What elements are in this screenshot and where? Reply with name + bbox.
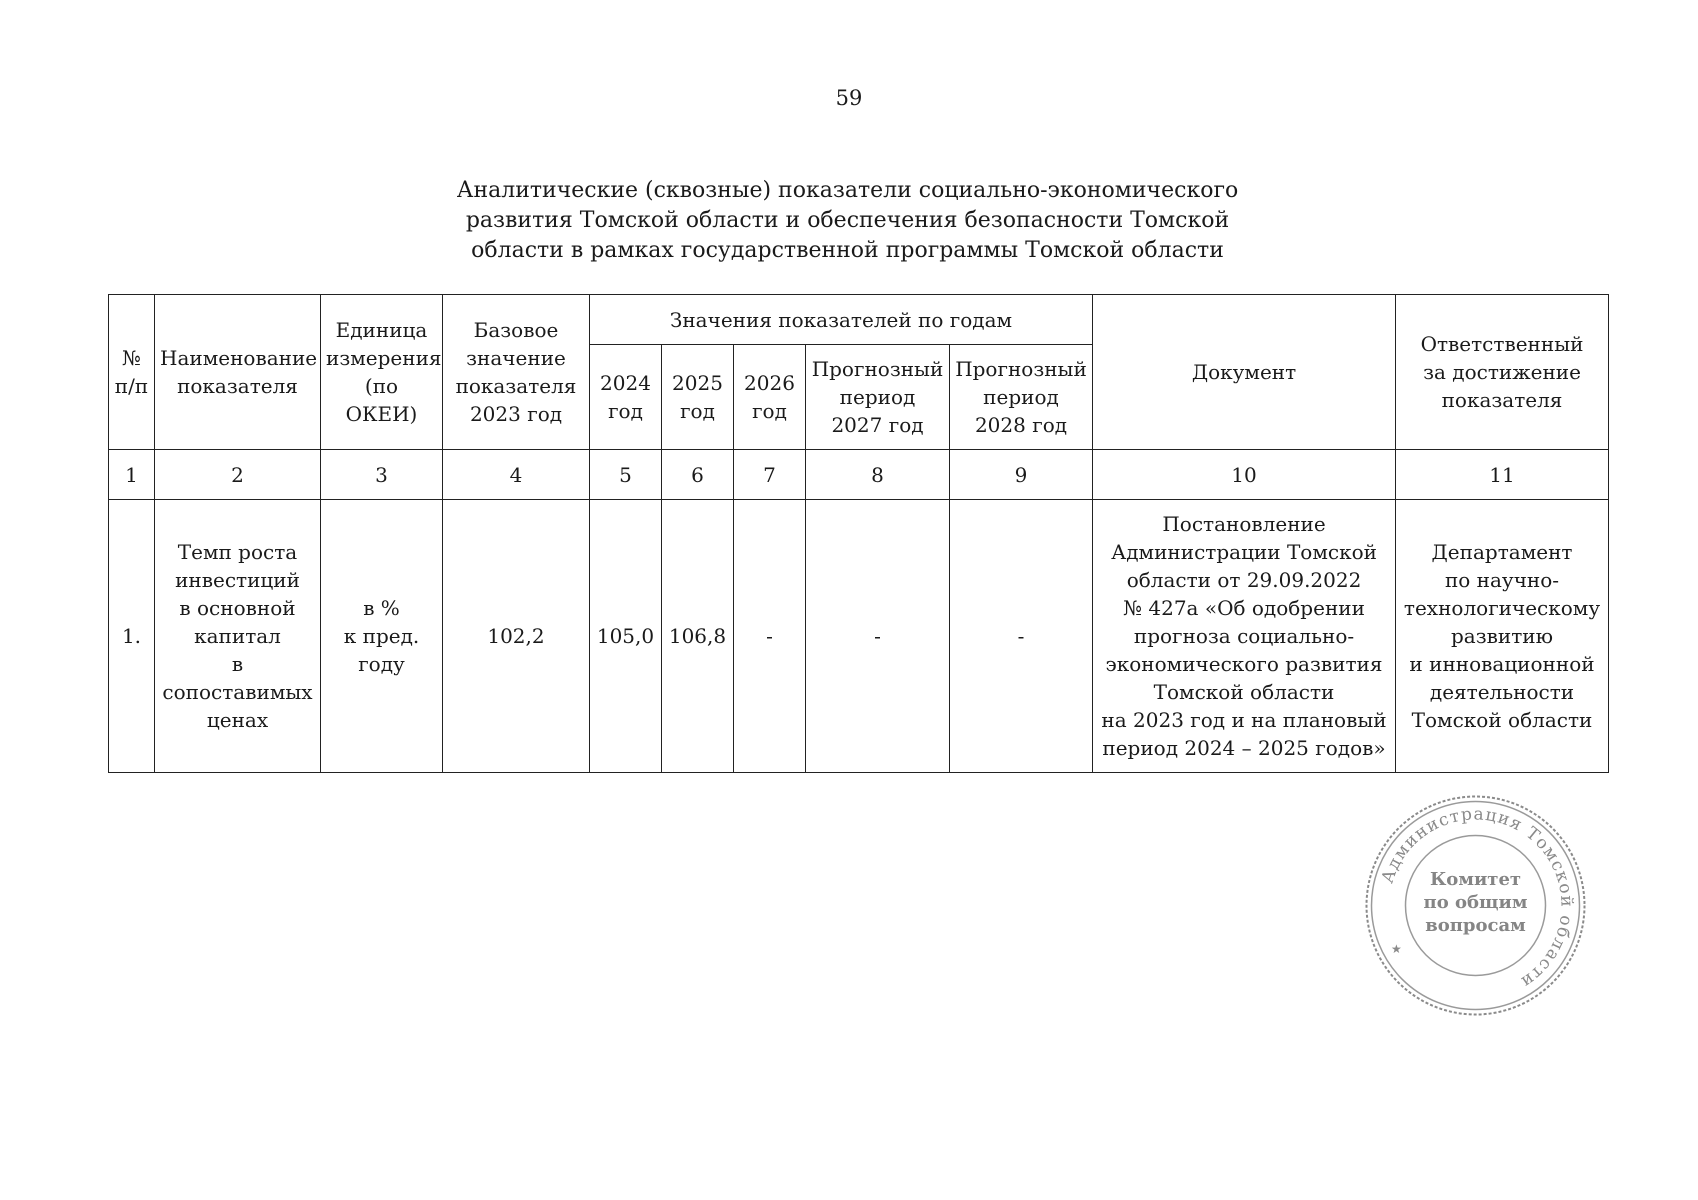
document-title (380, 176, 1315, 266)
title-line: области в рамках государственной программы Томской области (471, 238, 1224, 263)
row-value-2026: - (734, 500, 806, 773)
row-unit: в % к пред. году (321, 500, 443, 773)
header-name: Наименование показателя (155, 295, 321, 450)
header-document: Документ (1093, 295, 1396, 450)
column-number: 9 (950, 450, 1093, 500)
column-number: 10 (1093, 450, 1396, 500)
column-number: 8 (806, 450, 950, 500)
row-indicator-name: Темп роста инвестиций в основной капитал в сопоставимых ценах (155, 500, 321, 773)
row-responsible: Департамент по научно- технологическому развитию и инновационной деятельности Томской области (1396, 500, 1609, 773)
header-num: № п/п (109, 295, 155, 450)
table-row (109, 500, 1609, 773)
column-number: 11 (1396, 450, 1609, 500)
header-2025: 2025 год (662, 345, 734, 450)
stamp-center-text: Комитет (1429, 869, 1522, 890)
header-base-value: Базовое значение показателя 2023 год (443, 295, 590, 450)
official-stamp (1363, 793, 1588, 1018)
row-document: Постановление Администрации Томской области от 29.09.2022 № 427а «Об одобрении прогноза социально- экономического развития Томской области на 2023 год и на плановый период 2024 – 2025 годов» (1093, 500, 1396, 773)
stamp-ring-text: Администрация Томской области (1377, 804, 1577, 993)
column-number: 6 (662, 450, 734, 500)
title-line: развития Томской области и обеспечения безопасности Томской (465, 208, 1230, 233)
stamp-center-text: по общим (1423, 892, 1528, 913)
row-base-value: 102,2 (443, 500, 590, 773)
row-value-2024: 105,0 (590, 500, 662, 773)
header-years-group: Значения показателей по годам (590, 295, 1093, 345)
header-row (109, 295, 1609, 345)
header-responsible: Ответственный за достижение показателя (1396, 295, 1609, 450)
column-number-row (109, 450, 1609, 500)
header-unit: Единица измерения (по ОКЕИ) (321, 295, 443, 450)
header-forecast-2028: Прогнозный период 2028 год (950, 345, 1093, 450)
column-number: 2 (155, 450, 321, 500)
row-value-2027: - (806, 500, 950, 773)
title-line: Аналитические (сквозные) показатели социально-экономического (456, 178, 1239, 203)
column-number: 5 (590, 450, 662, 500)
page-number: 59 (835, 86, 863, 110)
column-number: 4 (443, 450, 590, 500)
stamp-center-text: вопросам (1425, 915, 1526, 936)
header-2024: 2024 год (590, 345, 662, 450)
row-value-2025: 106,8 (662, 500, 734, 773)
column-number: 7 (734, 450, 806, 500)
column-number: 1 (109, 450, 155, 500)
indicators-table (108, 294, 1609, 773)
column-number: 3 (321, 450, 443, 500)
row-num: 1. (109, 500, 155, 773)
stamp-star-icon: ★ (1391, 942, 1402, 956)
header-forecast-2027: Прогнозный период 2027 год (806, 345, 950, 450)
header-2026: 2026 год (734, 345, 806, 450)
row-value-2028: - (950, 500, 1093, 773)
